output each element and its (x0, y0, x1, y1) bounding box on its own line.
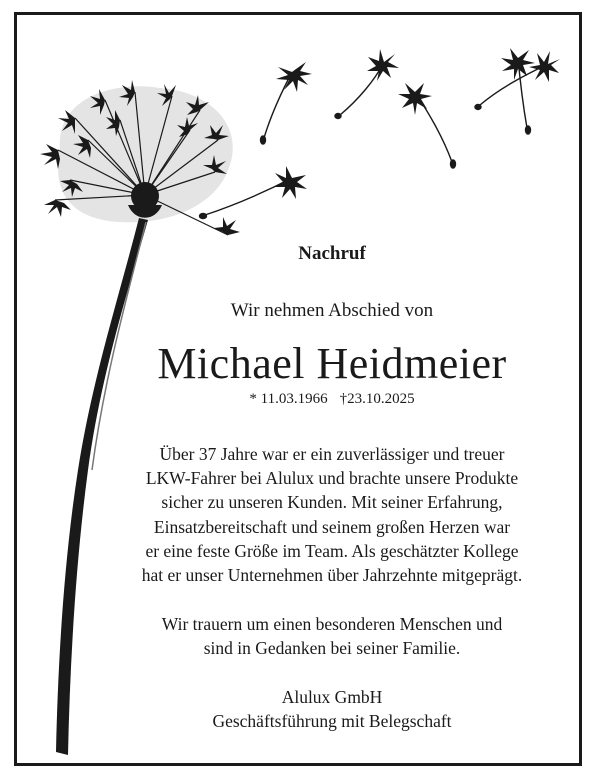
tribute-text (32, 442, 600, 587)
birth-date: * 11.03.1966 (249, 391, 328, 407)
death-date: †23.10.2025 (339, 391, 415, 407)
signature-group: Geschäftsführung mit Belegschaft (212, 711, 452, 732)
intro-line: Wir nehmen Abschied von (230, 300, 434, 321)
tribute-line: hat er unser Unternehmen über Jahrzehnte mitgeprägt. (141, 565, 523, 586)
notice-heading: Nachruf (298, 243, 366, 264)
mourning-line: sind in Gedanken bei seiner Familie. (203, 638, 461, 659)
company-name: Alulux GmbH (281, 687, 383, 707)
tribute-line: er eine feste Größe im Team. Als geschätzter Kollege (145, 540, 519, 561)
tribute-line: LKW-Fahrer bei Alulux und brachte unsere Produkte (145, 468, 519, 489)
tribute-line: sicher zu unseren Kunden. Mit seiner Erfahrung, (161, 492, 503, 513)
tribute-line: Über 37 Jahre war er ein zuverlässiger und treuer (159, 444, 505, 464)
life-dates (32, 391, 600, 408)
mourning-text (32, 612, 600, 660)
signature-block (32, 685, 600, 733)
mourning-line: Wir trauern um einen besonderen Menschen und (161, 614, 503, 634)
tribute-line: Einsatzbereitschaft und seinem großen Herzen war (153, 516, 511, 537)
deceased-name: Michael Heidmeier (157, 339, 507, 388)
